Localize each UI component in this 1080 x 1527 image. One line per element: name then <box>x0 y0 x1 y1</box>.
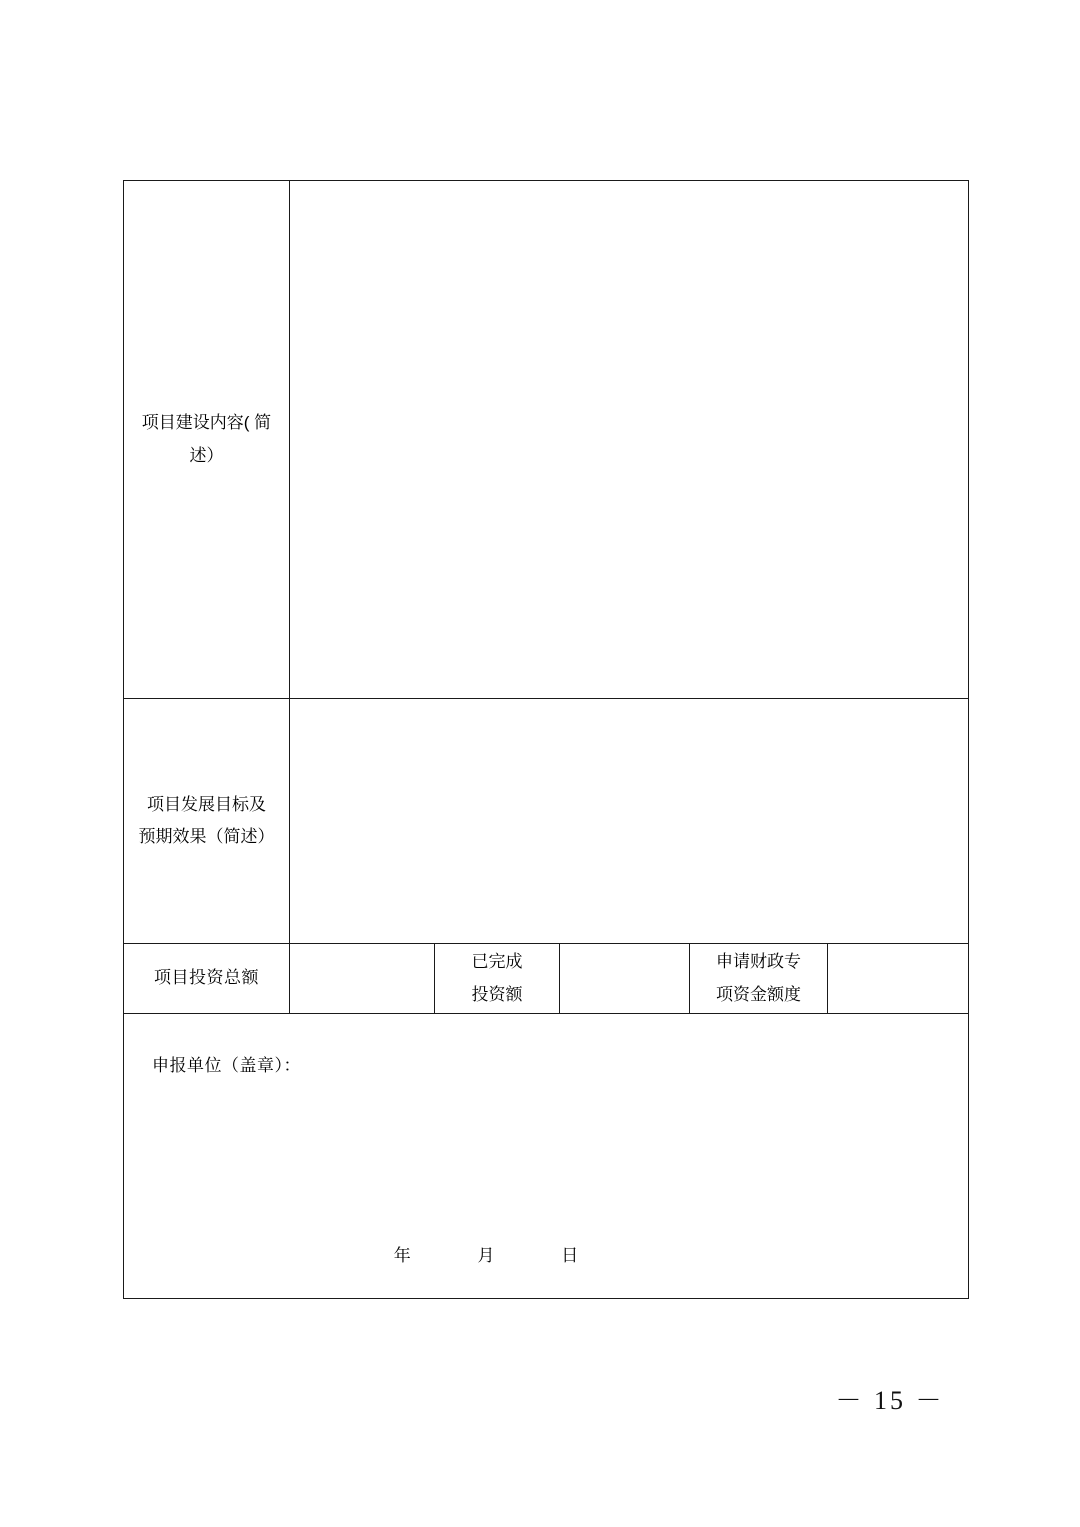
total-investment-value-cell[interactable] <box>290 944 435 1014</box>
table-row-investment <box>124 944 969 1014</box>
goal-label: 项目发展目标及 预期效果（简述） <box>138 794 275 846</box>
project-application-table <box>123 180 969 1299</box>
date-line <box>124 1240 968 1272</box>
goal-value-cell[interactable] <box>290 699 969 944</box>
applied-funds-value-cell[interactable] <box>828 944 969 1014</box>
completed-investment-value-cell[interactable] <box>560 944 690 1014</box>
applied-funds-label: 申请财政专 项资金额度 <box>716 952 801 1004</box>
date-day-label: 日 <box>561 1245 579 1265</box>
completed-investment-label: 已完成 投资额 <box>471 952 523 1004</box>
construction-label: 项目建设内容( 简 述） <box>141 413 272 465</box>
date-month-label: 月 <box>477 1245 495 1265</box>
seal-cell[interactable] <box>124 1014 969 1299</box>
seal-label: 申报单位（盖章）： <box>152 1056 301 1075</box>
completed-investment-label-cell <box>435 944 560 1014</box>
construction-label-cell <box>124 181 290 699</box>
table-row-goal <box>124 699 969 944</box>
table-row-construction <box>124 181 969 699</box>
total-investment-label-cell <box>124 944 290 1014</box>
date-year-label: 年 <box>393 1245 411 1265</box>
applied-funds-label-cell <box>690 944 828 1014</box>
total-investment-label: 项目投资总额 <box>154 968 259 988</box>
goal-label-cell <box>124 699 290 944</box>
page-number: － 15 － <box>835 1386 945 1415</box>
table-row-seal <box>124 1014 969 1299</box>
construction-value-cell[interactable] <box>290 181 969 699</box>
